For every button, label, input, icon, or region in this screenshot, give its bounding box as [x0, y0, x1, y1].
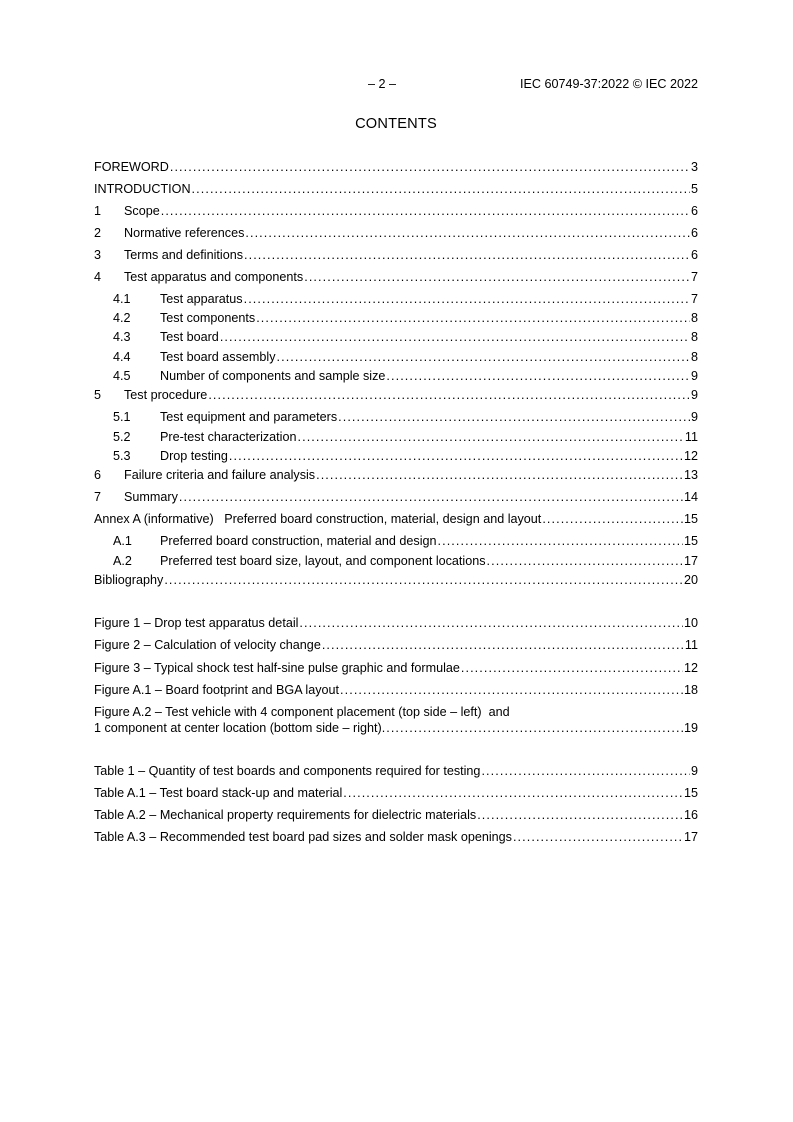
toc-entry-normative-references[interactable]: 2 Normative references ..... 6 — [94, 225, 698, 241]
toc-entry-failure-criteria[interactable]: 6 Failure criteria and failure analysis ..... 13 — [94, 467, 698, 483]
page-number: – 2 – — [368, 77, 397, 91]
table-entry-a-2[interactable]: Table A.2 – Mechanical property requirements for dielectric materials ..... 16 — [94, 807, 698, 823]
table-entry-a-1[interactable]: Table A.1 – Test board stack-up and material ..... 15 — [94, 785, 698, 801]
toc-entry-4-1[interactable]: 4.1 Test apparatus ..... 7 — [94, 291, 698, 307]
page-header — [94, 76, 698, 92]
toc-entry-annex-a[interactable]: Annex A (informative) Preferred board construction, material, design and layout ..... 15 — [94, 511, 698, 527]
toc-entry-a-1[interactable]: A.1 Preferred board construction, material and design ..... 15 — [94, 533, 698, 549]
figure-entry-a-1[interactable]: Figure A.1 – Board footprint and BGA layout ..... 18 — [94, 682, 698, 698]
toc-entry-5-2[interactable]: 5.2 Pre-test characterization ..... 11 — [94, 429, 698, 445]
toc-entry-foreword[interactable]: FOREWORD ..... 3 — [94, 159, 698, 175]
toc-entry-test-apparatus-and-components[interactable]: 4 Test apparatus and components ..... 7 — [94, 269, 698, 285]
toc-entry-4-4[interactable]: 4.4 Test board assembly ..... 8 — [94, 349, 698, 365]
figure-entry-3[interactable]: Figure 3 – Typical shock test half-sine pulse graphic and formulae ..... 12 — [94, 660, 698, 676]
toc-entry-test-procedure[interactable]: 5 Test procedure ..... 9 — [94, 387, 698, 403]
toc-entry-5-1[interactable]: 5.1 Test equipment and parameters ..... 9 — [94, 409, 698, 425]
table-entry-1[interactable]: Table 1 – Quantity of test boards and components required for testing ..... 9 — [94, 763, 698, 779]
toc-entry-scope[interactable]: 1 Scope ..... 6 — [94, 203, 698, 219]
figure-entry-a-2[interactable]: Figure A.2 – Test vehicle with 4 component placement (top side – left) and 1 component at center location (bottom side – right). ..... 19 — [94, 704, 698, 736]
page-title: CONTENTS — [355, 116, 437, 132]
figure-entry-2[interactable]: Figure 2 – Calculation of velocity change ..... 11 — [94, 637, 698, 653]
toc-entry-summary[interactable]: 7 Summary ..... 14 — [94, 489, 698, 505]
figure-entry-1[interactable]: Figure 1 – Drop test apparatus detail ..... 10 — [94, 615, 698, 631]
toc-entry-introduction[interactable]: INTRODUCTION ..... 5 — [94, 181, 698, 197]
toc-entry-terms-and-definitions[interactable]: 3 Terms and definitions ..... 6 — [94, 247, 698, 263]
table-entry-a-3[interactable]: Table A.3 – Recommended test board pad sizes and solder mask openings ..... 17 — [94, 829, 698, 845]
standard-id: IEC 60749-37:2022 © IEC 2022 — [519, 77, 698, 91]
toc-entry-bibliography[interactable]: Bibliography ..... 20 — [94, 572, 698, 588]
toc-entry-5-3[interactable]: 5.3 Drop testing ..... 12 — [94, 448, 698, 464]
toc-entry-a-2[interactable]: A.2 Preferred test board size, layout, and component locations ..... 17 — [94, 553, 698, 569]
toc-entry-4-5[interactable]: 4.5 Number of components and sample size ..... 9 — [94, 368, 698, 384]
toc-entry-4-3[interactable]: 4.3 Test board ..... 8 — [94, 329, 698, 345]
toc-entry-4-2[interactable]: 4.2 Test components ..... 8 — [94, 310, 698, 326]
